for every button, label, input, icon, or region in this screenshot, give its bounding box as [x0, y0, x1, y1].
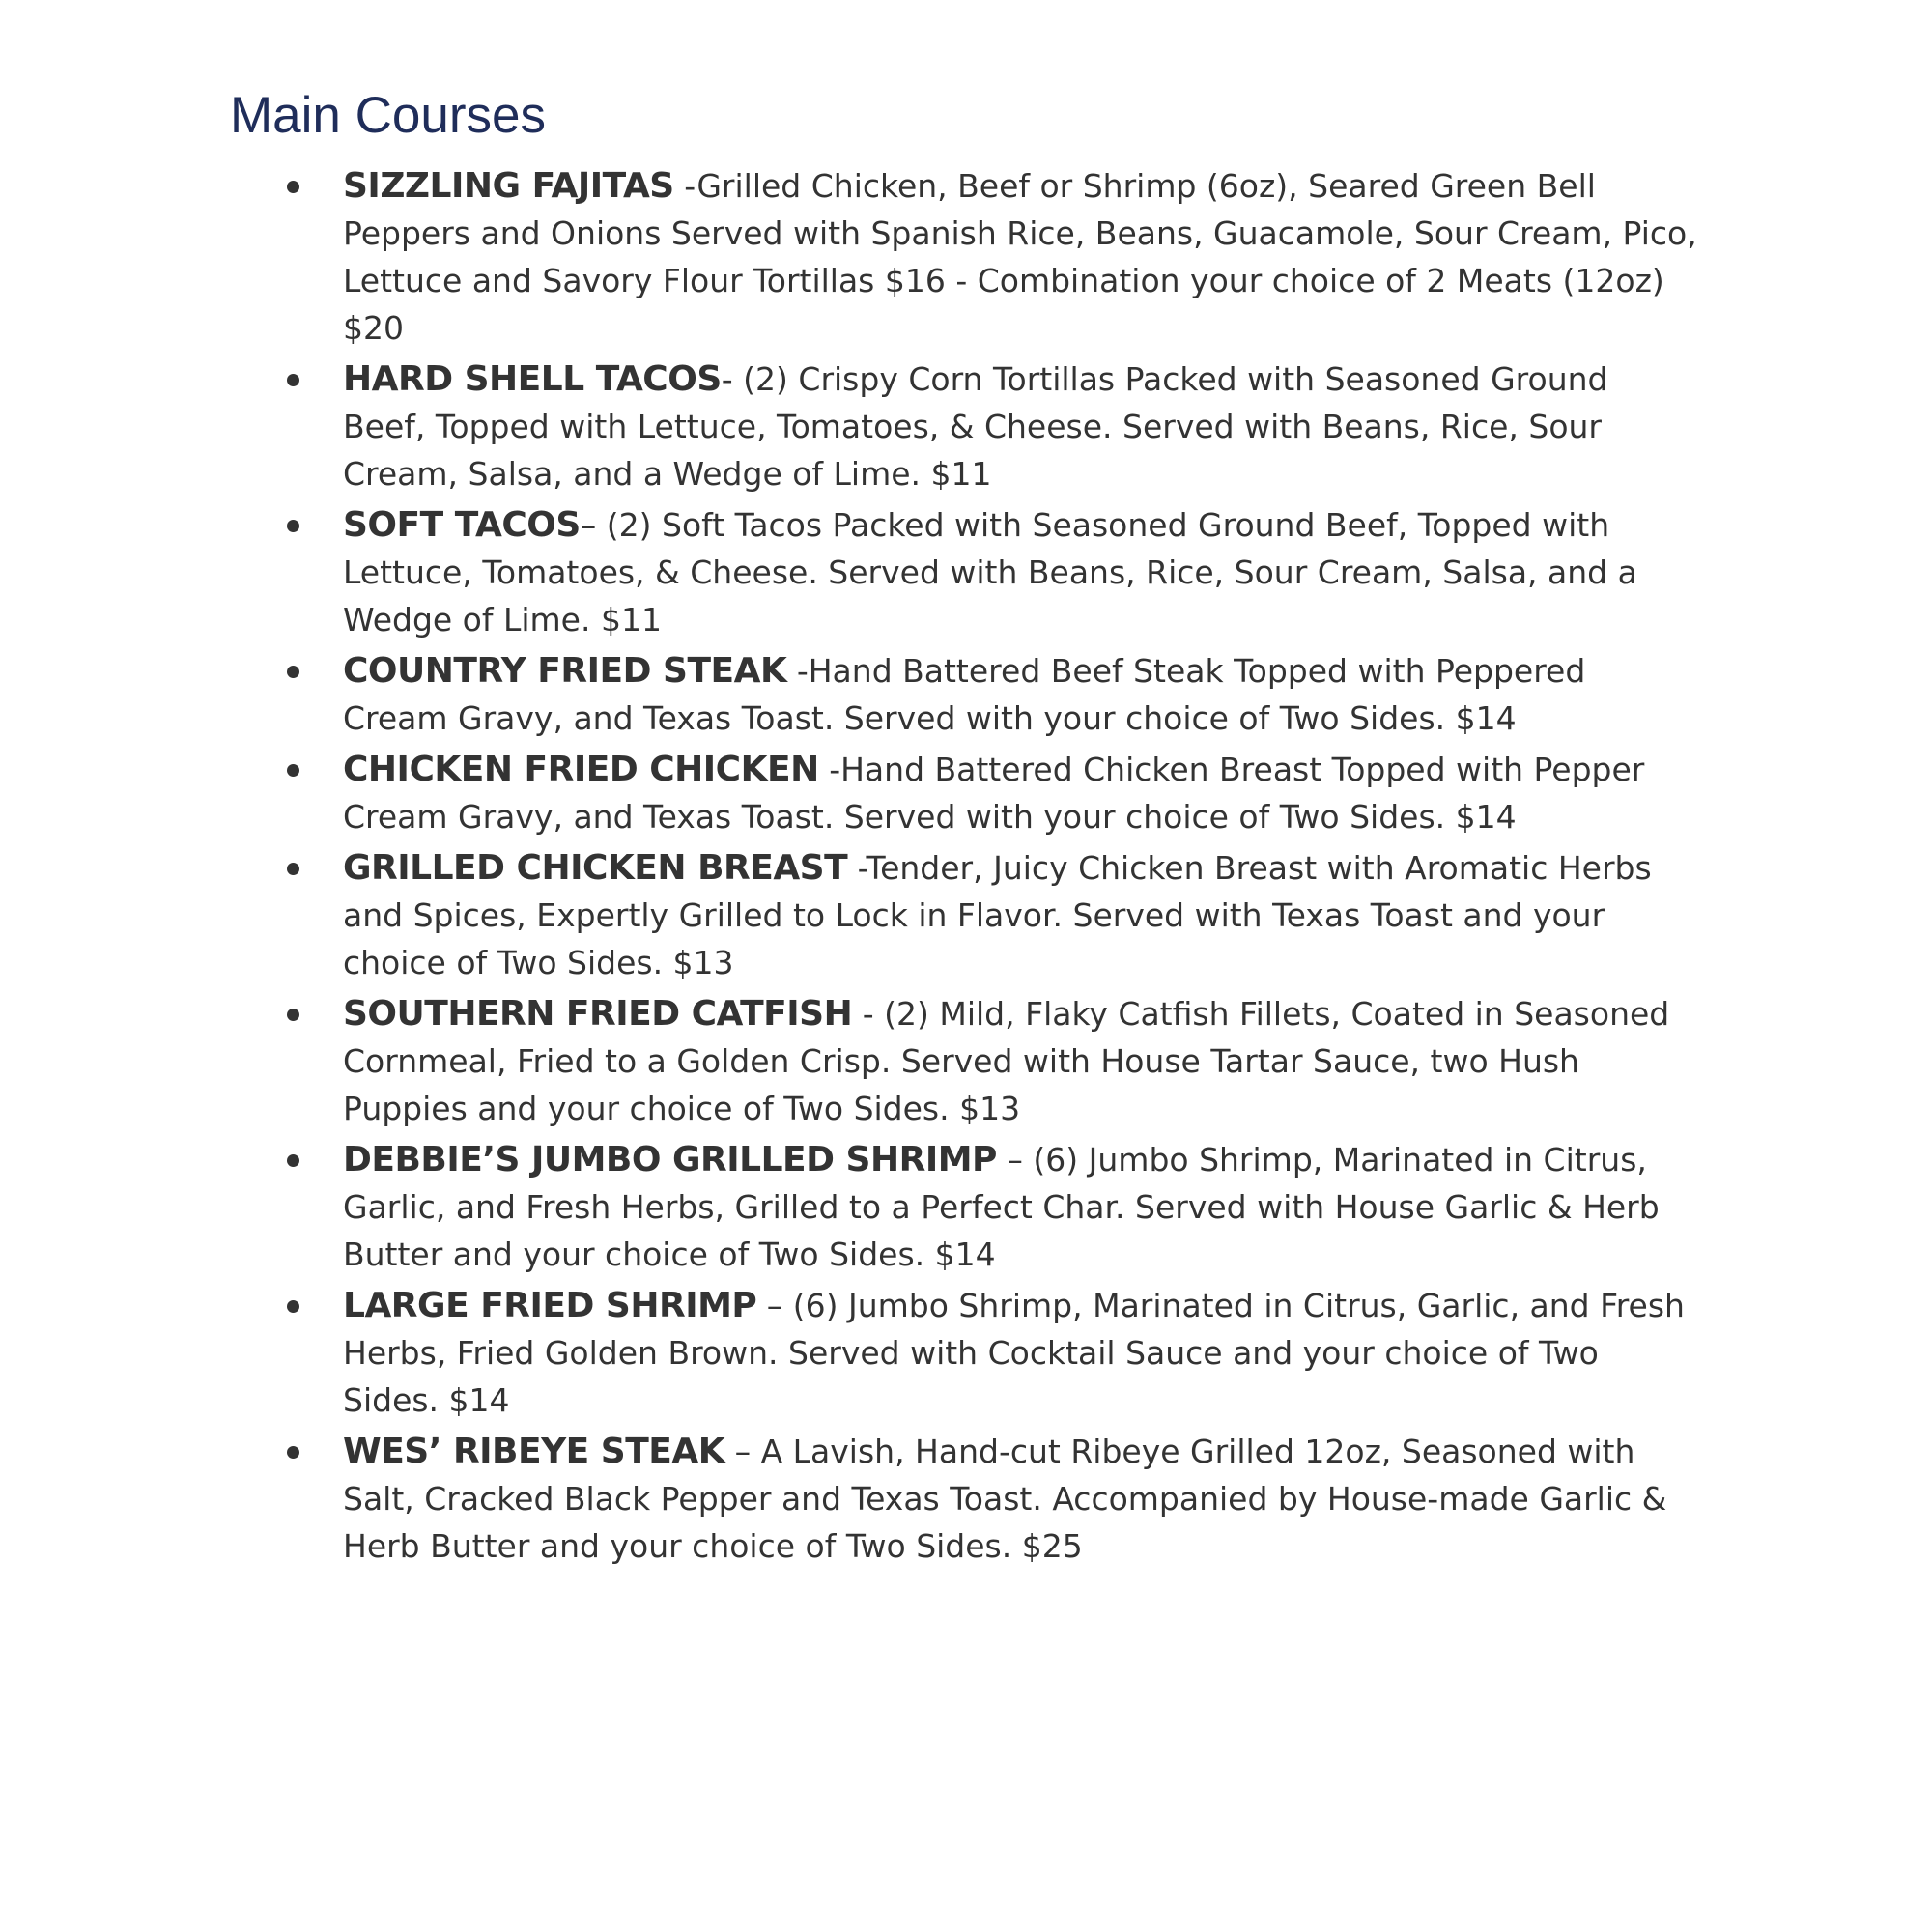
- bullet-icon: [287, 666, 299, 678]
- main-courses-list: [343, 162, 1700, 1574]
- bullet-icon: [287, 374, 299, 386]
- bullet-icon: [287, 181, 299, 193]
- list-item: [343, 746, 1700, 840]
- item-description: - (2) Crispy Corn Tortillas Packed with Seasoned Ground Beef, Topped with Lettuce, Tomatoes, & Cheese. Served with Beans, Rice, Sour Cream, Salsa, and a Wedge of Lime. $11: [343, 360, 1608, 493]
- bullet-icon: [287, 1154, 299, 1167]
- item-description: – (6) Jumbo Shrimp, Marinated in Citrus, Garlic, and Fresh Herbs, Fried Golden Brown. Served with Cocktail Sauce and your choice of Two Sides. $14: [343, 1287, 1685, 1419]
- item-name: COUNTRY FRIED STEAK: [343, 651, 787, 691]
- list-item: [343, 162, 1700, 352]
- bullet-icon: [287, 1009, 299, 1021]
- item-name: HARD SHELL TACOS: [343, 359, 722, 399]
- bullet-icon: [287, 1300, 299, 1313]
- item-name: SOUTHERN FRIED CATFISH: [343, 994, 853, 1034]
- item-name: SIZZLING FAJITAS: [343, 166, 674, 206]
- list-item: [343, 501, 1700, 643]
- list-item: [343, 1136, 1700, 1278]
- item-description: -Grilled Chicken, Beef or Shrimp (6oz), Seared Green Bell Peppers and Onions Served with Spanish Rice, Beans, Guacamole, Sour Cream, Pico, Lettuce and Savory Flour Tortillas $16 - Combination your choice of 2 Meats (12oz) $20: [343, 167, 1697, 347]
- list-item: [343, 1282, 1700, 1424]
- bullet-icon: [287, 1446, 299, 1459]
- item-name: WES’ RIBEYE STEAK: [343, 1432, 725, 1471]
- item-description: – A Lavish, Hand-cut Ribeye Grilled 12oz, Seasoned with Salt, Cracked Black Pepper and Texas Toast. Accompanied by House-made Garlic & Herb Butter and your choice of Two Sides. $25: [343, 1433, 1667, 1565]
- item-description: -Tender, Juicy Chicken Breast with Aromatic Herbs and Spices, Expertly Grilled to Lock in Flavor. Served with Texas Toast and your choice of Two Sides. $13: [343, 849, 1652, 981]
- item-name: DEBBIE’S JUMBO GRILLED SHRIMP: [343, 1140, 997, 1179]
- bullet-icon: [287, 863, 299, 875]
- item-description: -Hand Battered Chicken Breast Topped with Pepper Cream Gravy, and Texas Toast. Served with your choice of Two Sides. $14: [343, 751, 1645, 836]
- list-item: [343, 844, 1700, 986]
- item-description: - (2) Mild, Flaky Catfish Fillets, Coated in Seasoned Cornmeal, Fried to a Golden Crisp. Served with House Tartar Sauce, two Hush Puppies and your choice of Two Sides. $13: [343, 995, 1670, 1127]
- item-name: SOFT TACOS: [343, 505, 581, 545]
- item-name: LARGE FRIED SHRIMP: [343, 1286, 757, 1325]
- list-item: [343, 355, 1700, 497]
- item-name: GRILLED CHICKEN BREAST: [343, 848, 848, 888]
- list-item: [343, 647, 1700, 742]
- item-description: -Hand Battered Beef Steak Topped with Peppered Cream Gravy, and Texas Toast. Served with your choice of Two Sides. $14: [343, 652, 1586, 737]
- list-item: [343, 1428, 1700, 1570]
- page-title: Main Courses: [230, 87, 546, 144]
- bullet-icon: [287, 520, 299, 532]
- list-item: [343, 990, 1700, 1132]
- item-description: – (2) Soft Tacos Packed with Seasoned Ground Beef, Topped with Lettuce, Tomatoes, & Cheese. Served with Beans, Rice, Sour Cream, Salsa, and a Wedge of Lime. $11: [343, 506, 1637, 639]
- item-name: CHICKEN FRIED CHICKEN: [343, 750, 819, 789]
- bullet-icon: [287, 764, 299, 777]
- item-description: – (6) Jumbo Shrimp, Marinated in Citrus, Garlic, and Fresh Herbs, Grilled to a Perfect Char. Served with House Garlic & Herb Butter and your choice of Two Sides. $14: [343, 1141, 1660, 1273]
